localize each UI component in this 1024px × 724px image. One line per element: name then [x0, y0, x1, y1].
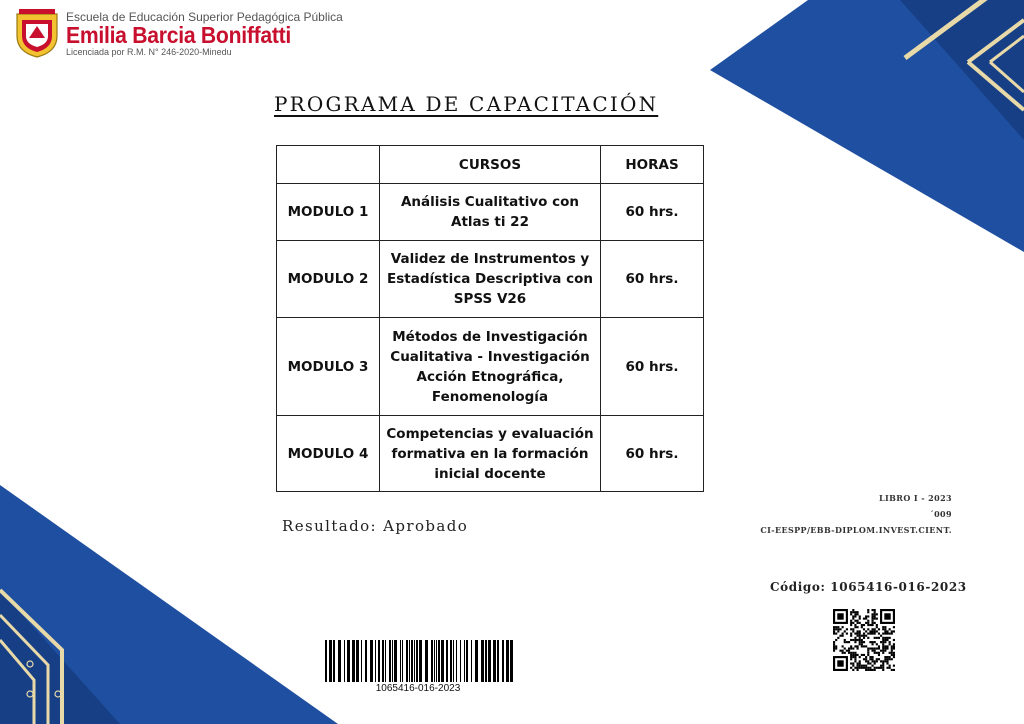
result-text: Resultado: Aprobado	[282, 517, 469, 535]
school-crest-logo	[14, 8, 60, 58]
hours-cell: 60 hrs.	[601, 318, 704, 416]
table-row	[277, 241, 704, 318]
school-type-text: Escuela de Educación Superior Pedagógica Pública	[66, 10, 343, 24]
header-courses: CURSOS	[380, 146, 601, 184]
hours-cell: 60 hrs.	[601, 184, 704, 241]
table-row	[277, 416, 704, 492]
table-row	[277, 184, 704, 241]
header-module	[277, 146, 380, 184]
registry-folio: ´009	[929, 509, 952, 519]
course-cell: Métodos de Investigación Cualitativa - Investigación Acción Etnográfica, Fenomenología	[380, 318, 601, 416]
hours-cell: 60 hrs.	[601, 416, 704, 492]
table-header-row	[277, 146, 704, 184]
qr-code	[833, 609, 895, 671]
registry-block	[760, 490, 952, 538]
module-cell: MODULO 3	[277, 318, 380, 416]
school-name: Emilia Barcia Boniffatti	[66, 22, 292, 48]
table-row	[277, 318, 704, 416]
module-cell: MODULO 4	[277, 416, 380, 492]
course-cell: Competencias y evaluación formativa en la formación inicial docente	[380, 416, 601, 492]
document-title: PROGRAMA DE CAPACITACIÓN	[274, 92, 659, 116]
training-program-table	[276, 145, 704, 492]
registry-book: LIBRO I - 2023	[878, 493, 952, 503]
module-cell: MODULO 2	[277, 241, 380, 318]
barcode-number: 1065416-016-2023	[375, 683, 461, 694]
school-license-text: Licenciada por R.M. N° 246-2020-Minedu	[66, 47, 232, 57]
module-cell: MODULO 1	[277, 184, 380, 241]
registry-reference: CI-EESPP/EBB-DIPLOM.INVEST.CIENT.	[760, 525, 952, 535]
hours-cell: 60 hrs.	[601, 241, 704, 318]
course-cell: Validez de Instrumentos y Estadística Descriptiva con SPSS V26	[380, 241, 601, 318]
course-cell: Análisis Cualitativo con Atlas ti 22	[380, 184, 601, 241]
certificate-code: Código: 1065416-016-2023	[770, 580, 967, 594]
barcode	[323, 640, 513, 684]
header-hours: HORAS	[601, 146, 704, 184]
